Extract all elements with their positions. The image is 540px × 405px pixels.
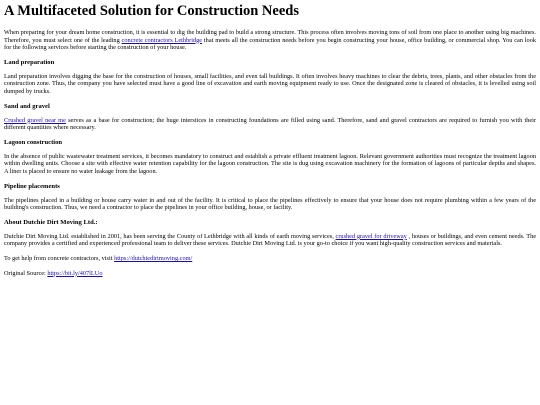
- pipeline-placements-paragraph: The pipelines placed in a building or house carry water in and out of the facility. It is critical to place the pipelines effectively to ensure that your house does not require plumbing within a few years of the building's construction. Thus, we need a contractor to place the pipelines in your office building, house, or facility.: [4, 196, 536, 212]
- help-paragraph: [4, 255, 536, 263]
- land-preparation-heading: Land preparation: [4, 58, 55, 66]
- about-paragraph: [4, 233, 536, 248]
- sand-gravel-paragraph: [4, 117, 536, 132]
- original-source-link[interactable]: https://bit.ly/407lLUo: [47, 269, 103, 277]
- source-paragraph: [4, 270, 536, 278]
- help-text: To get help from concrete contractors, visit: [4, 254, 115, 262]
- crushed-gravel-driveway-link[interactable]: crushed gravel for driveway: [335, 232, 407, 240]
- sand-gravel-text: serves as a base for construction; the huge interstices in constructing foundations are filled using sand. Therefore, sand and gravel contractors are required to furnish you with their different quantities where necessary.: [4, 116, 536, 132]
- about-text-after: , houses or buildings, and even cement needs. The company provides a certified and experienced professional team to deliver these services. Dutchie Dirt Moving Ltd. is your go-to choice if you want high-quality construction services and materials.: [4, 232, 537, 248]
- land-preparation-paragraph: Land preparation involves digging the base for the construction of houses, small facilities, and even tall buildings. It often involves heavy machines to clear the debris, trees, plants, and other obstacles from the construction zone. Thus, the company you have selected must have a good line of excavation and earth moving equipment ready to use. Once the designated zone is cleared of obstacles, it is levelled using soil dumped by trucks.: [4, 72, 536, 95]
- lagoon-construction-heading: Lagoon construction: [4, 138, 63, 146]
- intro-text-after: that meets all the construction needs before you begin constructing your house, office building, or commercial shop. You can look for the following services before starting the construction of your house.: [4, 36, 537, 52]
- about-text-before: Dutchie Dirt Moving Ltd. established in 2001, has been serving the County of Lethbridge with all kinds of earth moving services,: [4, 232, 336, 240]
- crushed-gravel-near-me-link[interactable]: Crushed gravel near me: [4, 116, 66, 124]
- pipeline-placements-heading: Pipeline placements: [4, 182, 60, 190]
- intro-text-before: When preparing for your dream home construction, it is essential to dig the building pad to build a strong structure. This process often involves moving tons of soil from one place to another using big machines. Therefore, you must select one of the leading: [4, 29, 536, 44]
- source-label: Original Source:: [4, 269, 48, 277]
- dutchie-website-link[interactable]: https://dutchiedirtmoving.com/: [114, 254, 193, 262]
- sand-gravel-heading: Sand and gravel: [4, 102, 50, 110]
- concrete-contractors-link[interactable]: concrete contractors Lethbridge: [121, 36, 203, 44]
- lagoon-construction-paragraph: In the absence of public wastewater treatment services, it becomes mandatory to construct and establish a private effluent treatment lagoon. Relevant government authorities must recognize the treatment lagoon within dwelling units. Choose a site with effective water retention capability for the lagoon construction. The site is dug using excavation machinery for the formation of lagoons of particular depths and shapes. A liner is placed to ensure no water leakage from the lagoon.: [4, 152, 536, 175]
- page-title: A Multifaceted Solution for Construction Needs: [4, 3, 299, 19]
- about-heading: About Dutchie Dirt Moving Ltd.:: [4, 218, 98, 226]
- intro-paragraph: [4, 29, 536, 52]
